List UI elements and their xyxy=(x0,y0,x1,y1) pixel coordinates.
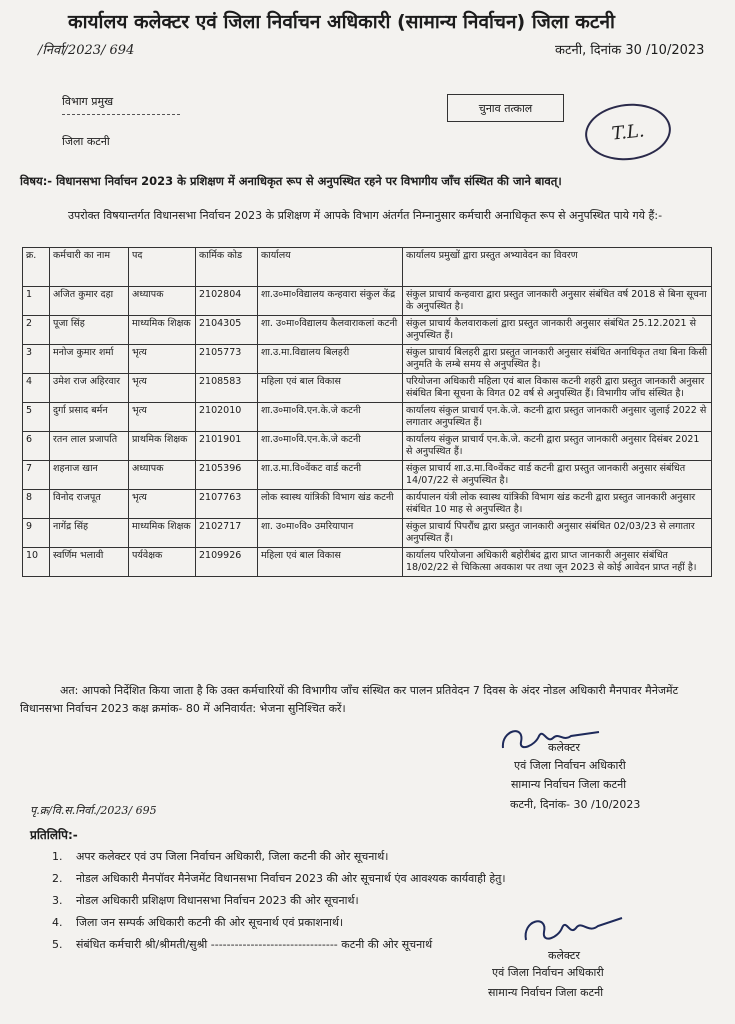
cell-code: 2105396 xyxy=(196,461,258,490)
table-row xyxy=(23,374,712,403)
copy-reference-number: पृ.क्र/वि.स.निर्वा./2023/ 695 xyxy=(30,804,157,817)
cell-name: अजित कुमार दहा xyxy=(50,287,129,316)
signatory-line-1a: एवं जिला निर्वाचन अधिकारी xyxy=(514,759,626,772)
cell-serial: 2 xyxy=(23,316,50,345)
copy-item-number: 2. xyxy=(52,872,63,885)
copy-item-text: अपर कलेक्टर एवं उप जिला निर्वाचन अधिकारी, जिला कटनी की ओर सूचनार्थ। xyxy=(76,850,389,863)
copy-item-number: 3. xyxy=(52,894,63,907)
copy-item-text: नोडल अधिकारी मैनपॉवर मैनेजमेंट विधानसभा निर्वाचन 2023 की ओर सूचनार्थ एंव आवश्यक कार्यवाही हेतु। xyxy=(76,872,506,885)
table-row xyxy=(23,316,712,345)
cell-office: शा.उ०मा०वि.एन.के.जे कटनी xyxy=(258,403,403,432)
cell-office: शा. उ०मा०विद्यालय कैलवाराकलां कटनी xyxy=(258,316,403,345)
cell-serial: 6 xyxy=(23,432,50,461)
signatory-title-1: कलेक्टर xyxy=(548,741,580,754)
cell-post: अध्यापक xyxy=(129,287,196,316)
body-paragraph: उपरोक्त विषयान्तर्गत विधानसभा निर्वाचन 2023 के प्रशिक्षण में आपके विभाग अंतर्गत निम्नानुसार कर्मचारी अनाधिकृत रूप से अनुपस्थित पाये गये हैं:- xyxy=(68,209,663,222)
copy-item-number: 4. xyxy=(52,916,63,929)
cell-post: प्राथमिक शिक्षक xyxy=(129,432,196,461)
cell-name: दुर्गा प्रसाद बर्मन xyxy=(50,403,129,432)
cell-serial: 4 xyxy=(23,374,50,403)
signatory-line-2a: एवं जिला निर्वाचन अधिकारी xyxy=(492,966,604,979)
cell-name: मनोज कुमार शर्मा xyxy=(50,345,129,374)
cell-code: 2105773 xyxy=(196,345,258,374)
cell-office: शा.उ.मा.वि०वेंकट वार्ड कटनी xyxy=(258,461,403,490)
letterhead-title: कार्यालय कलेक्टर एवं जिला निर्वाचन अधिकारी (सामान्य निर्वाचन) जिला कटनी xyxy=(68,11,615,33)
copy-item-text: संबंधित कर्मचारी श्री/श्रीमती/सुश्री -------------------------------- कटनी की ओर सूचनार्थ xyxy=(76,938,433,951)
cell-office: लोक स्वास्थ यांत्रिकी विभाग खंड कटनी xyxy=(258,490,403,519)
table-header-row xyxy=(23,248,712,287)
cell-remarks: कार्यपालन यंत्री लोक स्वास्थ यांत्रिकी विभाग खंड कटनी द्वारा प्रस्तुत जानकारी अनुसार संबंधित 10 माह से अनुपस्थित है। xyxy=(403,490,712,519)
header-code: कार्मिक कोड xyxy=(196,248,258,287)
cell-serial: 5 xyxy=(23,403,50,432)
cell-serial: 9 xyxy=(23,519,50,548)
reference-number: /निर्वा/2023/ 694 xyxy=(38,43,135,58)
copy-item xyxy=(52,846,692,868)
cell-code: 2104305 xyxy=(196,316,258,345)
cell-post: अध्यापक xyxy=(129,461,196,490)
cell-code: 2101901 xyxy=(196,432,258,461)
absentee-table xyxy=(22,247,712,577)
cell-code: 2102010 xyxy=(196,403,258,432)
cell-name: विनोद राजपूत xyxy=(50,490,129,519)
signature-2 xyxy=(518,910,628,950)
cell-serial: 10 xyxy=(23,548,50,577)
copy-heading: प्रतिलिपि:- xyxy=(30,828,78,842)
table-row xyxy=(23,287,712,316)
header-serial: क्र. xyxy=(23,248,50,287)
cell-office: महिला एवं बाल विकास xyxy=(258,374,403,403)
copy-item-number: 1. xyxy=(52,850,63,863)
copy-item-text: जिला जन सम्पर्क अधिकारी कटनी की ओर सूचनार्थ एवं प्रकाशनार्थ। xyxy=(76,916,344,929)
cell-post: माध्यमिक शिक्षक xyxy=(129,316,196,345)
cell-code: 2107763 xyxy=(196,490,258,519)
cell-remarks: कार्यालय संकुल प्राचार्य एन.के.जे. कटनी द्वारा प्रस्तुत जानकारी अनुसार जुलाई 2022 से लगातार अनुपस्थित हैं। xyxy=(403,403,712,432)
closing-paragraph: अत: आपको निर्देशित किया जाता है कि उक्त कर्मचारियों की विभागीय जाँच संस्थित कर पालन प्रतिवेदन 7 दिवस के अंदर नोडल अधिकारी मैनपावर मैनेजमेंट विधानसभा निर्वाचन 2023 कक्ष क्रमांक- 80 में अनिवार्यत: भेजना सुनिश्चित करें। xyxy=(20,684,679,715)
header-post: पद xyxy=(129,248,196,287)
table-body xyxy=(23,287,712,577)
cell-remarks: कार्यालय परियोजना अधिकारी बहोरीबंद द्वारा प्राप्त जानकारी अनुसार संबंधित 18/02/22 से चिकित्सा अवकाश पर तथा जून 2023 से कोई आवेदन प्राप्त नहीं है। xyxy=(403,548,712,577)
cell-name: रतन लाल प्रजापति xyxy=(50,432,129,461)
urgent-stamp: चुनाव तत्काल xyxy=(447,94,564,122)
cell-name: नागेंद्र सिंह xyxy=(50,519,129,548)
issue-date: कटनी, दिनांक 30 /10/2023 xyxy=(555,43,705,58)
cell-code: 2108583 xyxy=(196,374,258,403)
cell-name: पूजा सिंह xyxy=(50,316,129,345)
signatory-line-2b: सामान्य निर्वाचन जिला कटनी xyxy=(488,986,604,999)
table-row xyxy=(23,519,712,548)
copy-item xyxy=(52,868,692,890)
header-office: कार्यालय xyxy=(258,248,403,287)
cell-remarks: संकुल प्राचार्य कन्हवारा द्वारा प्रस्तुत जानकारी अनुसार संबंधित वर्ष 2018 से बिना सूचना के अनुपस्थित है। xyxy=(403,287,712,316)
header-name: कर्मचारी का नाम xyxy=(50,248,129,287)
cell-office: शा. उ०मा०वि० उमरियापान xyxy=(258,519,403,548)
cell-code: 2102717 xyxy=(196,519,258,548)
signature-date: कटनी, दिनांक- 30 /10/2023 xyxy=(510,798,641,811)
table-row xyxy=(23,548,712,577)
cell-post: भृत्य xyxy=(129,490,196,519)
signatory-title-2: कलेक्टर xyxy=(548,949,580,962)
addressee-divider xyxy=(62,114,180,115)
cell-office: शा.उ०मा०विद्यालय कन्हवारा संकुल केंद्र xyxy=(258,287,403,316)
table-row xyxy=(23,432,712,461)
cell-office: शा.उ०मा०वि.एन.के.जे कटनी xyxy=(258,432,403,461)
addressee-line-1: विभाग प्रमुख xyxy=(62,95,114,108)
cell-post: पर्यवेक्षक xyxy=(129,548,196,577)
cell-post: भृत्य xyxy=(129,345,196,374)
copy-item-number: 5. xyxy=(52,938,63,951)
cell-office: शा.उ.मा.विद्यालय बिलहरी xyxy=(258,345,403,374)
cell-serial: 3 xyxy=(23,345,50,374)
cell-post: माध्यमिक शिक्षक xyxy=(129,519,196,548)
cell-name: शहनाज खान xyxy=(50,461,129,490)
cell-remarks: कार्यालय संकुल प्राचार्य एन.के.जे. कटनी द्वारा प्रस्तुत जानकारी अनुसार दिसंबर 2021 से अनुपस्थित हैं। xyxy=(403,432,712,461)
header-remarks: कार्यालय प्रमुखों द्वारा प्रस्तुत अभ्यावेदन का विवरण xyxy=(403,248,712,287)
cell-remarks: संकुल प्राचार्य बिलहरी द्वारा प्रस्तुत जानकारी अनुसार संबंधित अनाधिकृत तथा बिना किसी अनुमति के लम्बे समय से अनुपस्थित है। xyxy=(403,345,712,374)
cell-name: उमेश राज अहिरवार xyxy=(50,374,129,403)
copy-item xyxy=(52,890,692,912)
copy-item-text: नोडल अधिकारी प्रशिक्षण विधानसभा निर्वाचन 2023 की ओर सूचनार्थ। xyxy=(76,894,359,907)
signatory-line-1b: सामान्य निर्वाचन जिला कटनी xyxy=(511,778,627,791)
cell-remarks: संकुल प्राचार्य पिपरौंध द्वारा प्रस्तुत जानकारी अनुसार संबंधित 02/03/23 से लगातार अनुपस्थित हैं। xyxy=(403,519,712,548)
cell-remarks: संकुल प्राचार्य शा.उ.मा.वि०वेंकट वार्ड कटनी द्वारा प्रस्तुत जानकारी अनुसार संबंधित 14/07/22 से अनुपस्थित है। xyxy=(403,461,712,490)
table-row xyxy=(23,345,712,374)
table-row xyxy=(23,403,712,432)
cell-office: महिला एवं बाल विकास xyxy=(258,548,403,577)
cell-code: 2102804 xyxy=(196,287,258,316)
cell-remarks: संकुल प्राचार्य कैलवाराकलां द्वारा प्रस्तुत जानकारी अनुसार संबंधित 25.12.2021 से अनुपस्थित हैं। xyxy=(403,316,712,345)
cell-code: 2109926 xyxy=(196,548,258,577)
cell-post: भृत्य xyxy=(129,374,196,403)
cell-serial: 1 xyxy=(23,287,50,316)
handwritten-mark: T.L. xyxy=(582,100,673,165)
addressee-line-2: जिला कटनी xyxy=(62,135,110,148)
subject-line: विषय:- विधानसभा निर्वाचन 2023 के प्रशिक्षण में अनाधिकृत रूप से अनुपस्थित रहने पर विभागीय जाँच संस्थित की जाने बावत्। xyxy=(20,174,562,188)
table-row xyxy=(23,490,712,519)
cell-serial: 7 xyxy=(23,461,50,490)
table-row xyxy=(23,461,712,490)
cell-name: स्वर्णिम भलावी xyxy=(50,548,129,577)
cell-remarks: परियोजना अधिकारी महिला एवं बाल विकास कटनी शहरी द्वारा प्रस्तुत जानकारी अनुसार संबंधित बिना सूचना के विगत 02 वर्ष से अनुपस्थित हैं। विभागीय जाँच संस्थित है। xyxy=(403,374,712,403)
cell-serial: 8 xyxy=(23,490,50,519)
cell-post: भृत्य xyxy=(129,403,196,432)
